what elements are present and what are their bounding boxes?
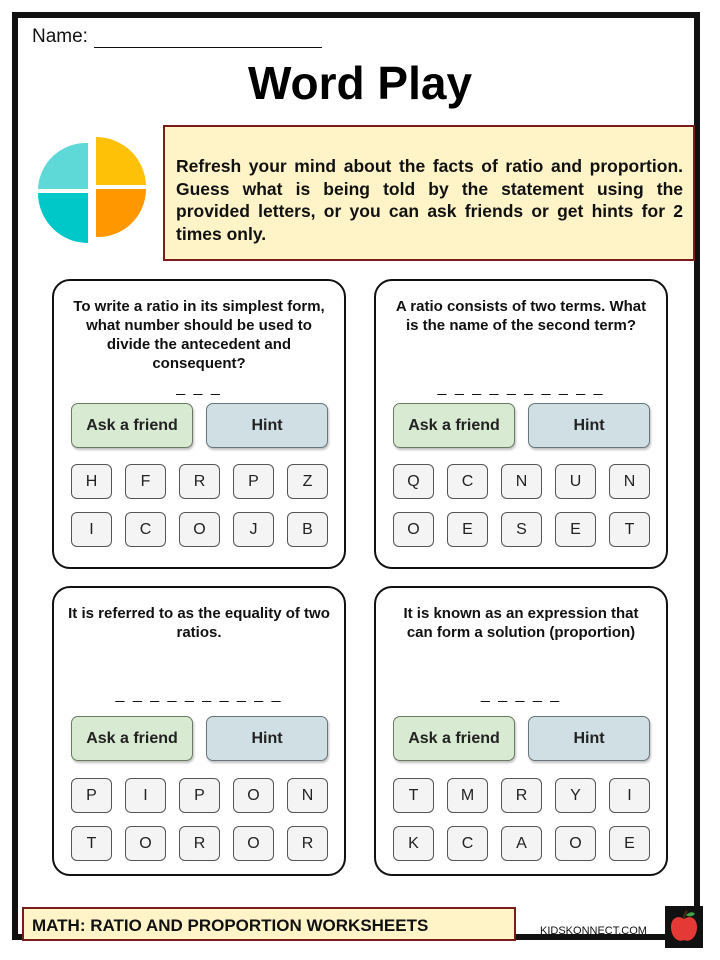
question-text: It is referred to as the equality of two ratios.: [68, 605, 330, 641]
ask-a-friend-button[interactable]: Ask a friend: [393, 716, 515, 761]
hint-button[interactable]: Hint: [206, 403, 328, 448]
name-field[interactable]: [94, 29, 322, 48]
letter-tile[interactable]: O: [555, 826, 596, 861]
letter-tile[interactable]: N: [287, 778, 328, 813]
letter-tile[interactable]: R: [179, 464, 220, 499]
hint-button[interactable]: Hint: [206, 716, 328, 761]
letter-tile[interactable]: T: [71, 826, 112, 861]
letter-tile[interactable]: F: [125, 464, 166, 499]
pie-slice-bottom-right: [96, 189, 146, 237]
pie-slice-top-left: [38, 143, 88, 189]
letter-tile[interactable]: H: [71, 464, 112, 499]
footer-worksheet-label: MATH: RATIO AND PROPORTION WORKSHEETS: [22, 907, 516, 941]
letter-tile[interactable]: Y: [555, 778, 596, 813]
question-card-1: [52, 279, 346, 569]
letter-tile[interactable]: P: [71, 778, 112, 813]
answer-blanks: _ _ _ _ _: [480, 686, 562, 703]
site-credit: KIDSKONNECT.COM: [540, 925, 647, 937]
letter-tile[interactable]: E: [555, 512, 596, 547]
letter-tile[interactable]: Z: [287, 464, 328, 499]
apple-icon: [665, 906, 703, 948]
question-text: To write a ratio in its simplest form, what number should be used to divide the antecedent and consequent?: [73, 298, 325, 372]
question-text: A ratio consists of two terms. What is the name of the second term?: [395, 298, 647, 334]
letter-tile[interactable]: N: [501, 464, 542, 499]
question-card-3: [52, 586, 346, 876]
letter-tile[interactable]: O: [179, 512, 220, 547]
pie-slice-top-right: [96, 137, 146, 185]
letter-tile[interactable]: R: [287, 826, 328, 861]
letter-tile[interactable]: S: [501, 512, 542, 547]
letter-tile[interactable]: N: [609, 464, 650, 499]
letter-tile[interactable]: M: [447, 778, 488, 813]
letter-tile[interactable]: I: [125, 778, 166, 813]
question-text: It is known as an expression that can form a solution (proportion): [403, 605, 639, 641]
answer-blanks: _ _ _ _ _ _ _ _ _ _: [115, 686, 283, 703]
hint-button[interactable]: Hint: [528, 716, 650, 761]
hint-button[interactable]: Hint: [528, 403, 650, 448]
answer-blanks: _ _ _ _ _ _ _ _ _ _: [437, 379, 605, 396]
letter-tile[interactable]: C: [447, 826, 488, 861]
letter-tile[interactable]: A: [501, 826, 542, 861]
ask-a-friend-button[interactable]: Ask a friend: [71, 716, 193, 761]
name-row: [32, 26, 322, 48]
question-card-2: [374, 279, 668, 569]
letter-tile[interactable]: C: [447, 464, 488, 499]
letter-tile[interactable]: O: [233, 826, 274, 861]
letter-tile[interactable]: O: [233, 778, 274, 813]
name-label: Name:: [32, 26, 88, 47]
letter-tile[interactable]: U: [555, 464, 596, 499]
letter-tile[interactable]: K: [393, 826, 434, 861]
brand-logo: [665, 906, 703, 948]
letter-tile[interactable]: R: [501, 778, 542, 813]
letter-tile[interactable]: J: [233, 512, 274, 547]
letter-tile[interactable]: I: [609, 778, 650, 813]
letter-tile[interactable]: E: [609, 826, 650, 861]
letter-tile[interactable]: P: [179, 778, 220, 813]
answer-blanks: _ _ _: [176, 379, 222, 396]
letter-tile[interactable]: P: [233, 464, 274, 499]
pie-slice-bottom-left: [38, 193, 88, 243]
letter-tile[interactable]: R: [179, 826, 220, 861]
page-title: Word Play: [247, 57, 473, 109]
letter-tile[interactable]: O: [125, 826, 166, 861]
letter-tile[interactable]: B: [287, 512, 328, 547]
pie-chart-icon: [34, 137, 150, 245]
letter-tile[interactable]: O: [393, 512, 434, 547]
letter-tile[interactable]: Q: [393, 464, 434, 499]
question-card-4: [374, 586, 668, 876]
ask-a-friend-button[interactable]: Ask a friend: [71, 403, 193, 448]
letter-tile[interactable]: E: [447, 512, 488, 547]
instructions-box: Refresh your mind about the facts of ratio and proportion. Guess what is being told by the statement using the provided letters, or you can ask friends or get hints for 2 times only.: [163, 125, 695, 261]
letter-tile[interactable]: T: [393, 778, 434, 813]
letter-tile[interactable]: T: [609, 512, 650, 547]
letter-tile[interactable]: C: [125, 512, 166, 547]
ask-a-friend-button[interactable]: Ask a friend: [393, 403, 515, 448]
letter-tile[interactable]: I: [71, 512, 112, 547]
